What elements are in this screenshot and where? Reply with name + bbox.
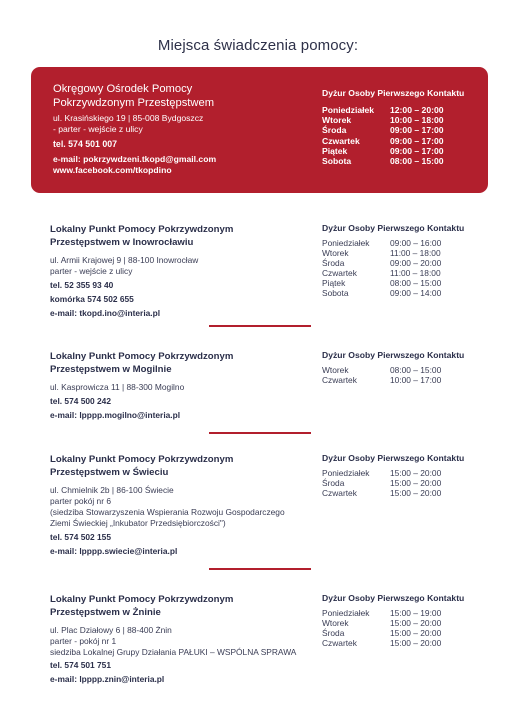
hours-time: 08:00 – 15:00 [390,156,444,167]
hours-time: 10:00 – 17:00 [390,375,442,385]
hours-row [322,278,464,288]
office-name-line-2: Przestępstwem w Inowrocławiu [50,237,194,248]
office-duty-header: Dyżur Osoby Pierwszego Kontaktu [322,593,465,603]
office-email[interactable]: e-mail: lpppp.swiecie@interia.pl [50,546,178,556]
hours-time: 09:00 – 20:00 [390,258,442,268]
office-address-line: parter pokój nr 6 [50,496,111,506]
office-swiecie [50,453,490,557]
section-divider [209,325,311,327]
hours-day: Sobota [322,156,352,167]
hours-row [322,365,464,375]
hours-day: Środa [322,258,345,268]
hours-time: 15:00 – 20:00 [390,468,442,478]
hours-time: 09:00 – 14:00 [390,288,442,298]
hours-time: 15:00 – 20:00 [390,638,442,648]
hours-row [322,248,464,258]
office-email[interactable]: e-mail: tkopd.ino@interia.pl [50,308,161,318]
office-phone[interactable]: tel. 574 502 155 [50,532,112,542]
main-center-address [53,113,203,134]
hours-day: Czwartek [322,488,357,498]
hours-day: Czwartek [322,135,360,146]
office-duty-header: Dyżur Osoby Pierwszego Kontaktu [322,453,465,463]
hours-row [322,468,464,478]
main-center-phone[interactable]: tel. 574 501 007 [53,139,118,149]
main-duty-header: Dyżur Osoby Pierwszego Kontaktu [322,88,465,98]
office-inowroclaw [50,223,490,319]
hours-time: 08:00 – 15:00 [390,278,442,288]
hours-row [322,268,464,278]
hours-time: 08:00 – 15:00 [390,365,442,375]
hours-time: 11:00 – 18:00 [390,268,441,278]
office-duty-header: Dyżur Osoby Pierwszego Kontaktu [322,223,465,233]
main-duty-schedule [322,88,464,166]
hours-row [322,238,464,248]
office-name-line-2: Przestępstwem w Świeciu [50,467,169,478]
office-name-line-1: Lokalny Punkt Pomocy Pokrzywdzonym [50,594,234,605]
hours-day: Czwartek [322,375,357,385]
hours-day: Piątek [322,145,348,156]
hours-row [322,628,464,638]
main-address-line-1: ul. Krasińskiego 19 | 85-008 Bydgoszcz [53,113,204,123]
hours-day: Wtorek [322,365,349,375]
hours-row [322,375,464,385]
hours-row [322,115,464,125]
office-address-line: ul. Plac Działowy 6 | 88-400 Żnin [50,625,172,635]
hours-time: 15:00 – 20:00 [390,618,442,628]
hours-day: Środa [322,628,345,638]
hours-time: 12:00 – 20:00 [390,105,444,115]
office-address-line: ul. Armii Krajowej 9 | 88-100 Inowrocław [50,255,199,265]
hours-row [322,478,464,488]
hours-row [322,288,464,298]
hours-day: Sobota [322,288,349,298]
main-center-card [31,67,488,193]
hours-day: Środa [322,125,347,136]
hours-row [322,608,464,618]
hours-row [322,146,464,156]
hours-row [322,258,464,268]
office-name-line-2: Przestępstwem w Żninie [50,607,161,618]
hours-day: Poniedziałek [322,608,370,618]
hours-row [322,125,464,135]
hours-row [322,105,464,115]
hours-day: Poniedziałek [322,238,370,248]
office-address-line: ul. Kasprowicza 11 | 88-300 Mogilno [50,382,185,392]
hours-day: Wtorek [322,115,352,126]
hours-day: Poniedziałek [322,105,375,115]
hours-time: 09:00 – 17:00 [390,145,444,156]
office-name-line-1: Lokalny Punkt Pomocy Pokrzywdzonym [50,351,234,362]
office-name-line-2: Przestępstwem w Mogilnie [50,364,172,375]
office-duty-header: Dyżur Osoby Pierwszego Kontaktu [322,350,465,360]
main-center-website[interactable]: www.facebook.com/tkopdino [53,165,172,175]
office-duty-schedule [322,223,464,298]
main-center-contact [53,154,216,176]
office-address-line: ul. Chmielnik 2b | 86-100 Świecie [50,485,174,495]
hours-row [322,488,464,498]
hours-row [322,638,464,648]
hours-day: Wtorek [322,248,349,258]
office-address-line: parter - pokój nr 1 [50,636,117,646]
office-email[interactable]: e-mail: lpppp.mogilno@interia.pl [50,410,181,420]
hours-time: 15:00 – 20:00 [390,628,442,638]
office-email[interactable]: e-mail: lpppp.znin@interia.pl [50,674,165,684]
page-title: Miejsca świadczenia pomocy: [157,37,359,54]
office-address-line: (siedziba Stowarzyszenia Wspierania Rozwoju Gospodarczego [50,507,285,517]
hours-day: Piątek [322,278,346,288]
section-divider [209,432,311,434]
hours-time: 09:00 – 17:00 [390,125,444,136]
main-address-line-2: - parter - wejście z ulicy [53,123,143,134]
hours-day: Środa [322,478,345,488]
hours-day: Wtorek [322,618,349,628]
office-address-line: parter - wejście z ulicy [50,266,133,276]
main-center-email[interactable]: e-mail: pokrzywdzeni.tkopd@gmail.com [53,154,217,164]
office-mogilno [50,350,490,421]
office-phone[interactable]: tel. 52 355 93 40 [50,280,114,290]
office-duty-schedule [322,593,464,648]
office-znin [50,593,490,685]
office-name-line-1: Lokalny Punkt Pomocy Pokrzywdzonym [50,224,234,235]
office-address-line: siedziba Lokalnej Grupy Działania PAŁUKI – WSPÓLNA SPRAWA [50,647,297,657]
hours-time: 09:00 – 16:00 [390,238,442,248]
hours-time: 15:00 – 19:00 [390,608,442,618]
hours-time: 15:00 – 20:00 [390,488,442,498]
hours-day: Poniedziałek [322,468,370,478]
hours-time: 09:00 – 17:00 [390,135,444,146]
section-divider [209,568,311,570]
hours-time: 10:00 – 18:00 [390,115,444,126]
hours-row [322,136,464,146]
hours-row [322,156,464,166]
office-phone[interactable]: tel. 574 500 242 [50,396,112,406]
hours-time: 11:00 – 18:00 [390,248,441,258]
main-name-line-2: Pokrzywdzonym Przestępstwem [53,97,215,109]
office-duty-schedule [322,453,464,498]
office-mobile[interactable]: komórka 574 502 655 [50,294,134,304]
office-duty-schedule [322,350,464,385]
main-name-line-1: Okręgowy Ośrodek Pomocy [53,83,193,95]
hours-time: 15:00 – 20:00 [390,478,442,488]
hours-row [322,618,464,628]
office-name-line-1: Lokalny Punkt Pomocy Pokrzywdzonym [50,454,234,465]
office-phone[interactable]: tel. 574 501 751 [50,660,112,670]
hours-day: Czwartek [322,638,357,648]
main-center-name [53,82,214,110]
hours-day: Czwartek [322,268,357,278]
office-address-line: Ziemi Świeckiej „Inkubator Przedsiębiorczości") [50,518,226,528]
